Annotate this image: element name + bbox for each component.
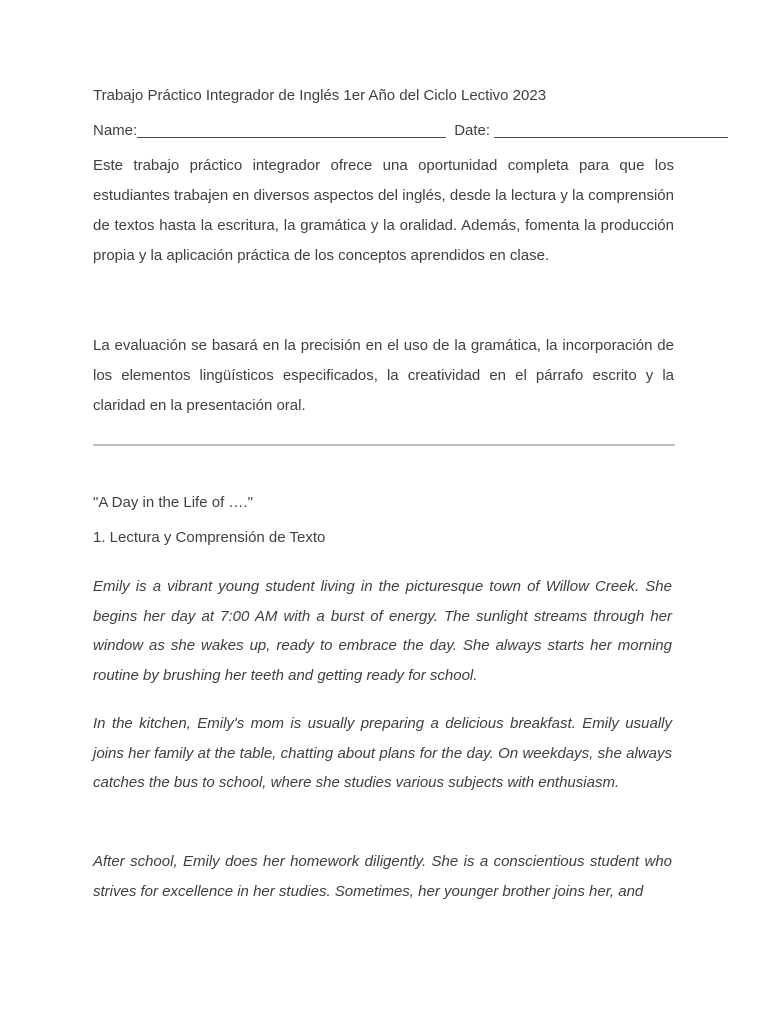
name-blank: _____________________________________ (137, 122, 446, 139)
intro-paragraph-1: Este trabajo práctico integrador ofrece una oportunidad completa para que los estudiantes trabajen en diversos aspectos del inglés, desde la lectura y la comprensión de textos hasta la escritura, la gramática y la oralidad. Además, fomenta la producción propia y la aplicación práctica de los conceptos aprendidos en clase. (93, 157, 674, 264)
story-title: "A Day in the Life of …." (93, 494, 253, 511)
document-title: Trabajo Práctico Integrador de Inglés 1er Año del Ciclo Lectivo 2023 (93, 87, 547, 104)
name-label: Name: (93, 122, 138, 139)
date-blank: ____________________________ (494, 122, 728, 139)
story-paragraph-3: After school, Emily does her homework diligently. She is a conscientious student who strives for excellence in her studies. Sometimes, her younger brother joins her, and (93, 853, 672, 900)
story-paragraph-1: Emily is a vibrant young student living in the picturesque town of Willow Creek. She begins her day at 7:00 AM with a burst of energy. The sunlight streams through her window as she wakes up, ready to embrace the day. She always starts her morning routine by brushing her teeth and getting ready for school. (93, 578, 672, 685)
section-heading: 1. Lectura y Comprensión de Texto (93, 529, 326, 546)
intro-paragraph-2: La evaluación se basará en la precisión en el uso de la gramática, la incorporación de los elementos lingüísticos especificados, la creatividad en el párrafo escrito y la claridad en la presentación oral. (93, 337, 674, 414)
name-date-line (93, 121, 728, 141)
story-paragraph-2: In the kitchen, Emily's mom is usually preparing a delicious breakfast. Emily usually joins her family at the table, chatting about plans for the day. On weekdays, she always catches the bus to school, where she studies various subjects with enthusiasm. (93, 715, 672, 792)
section-divider (93, 444, 675, 446)
date-label: Date: (445, 122, 495, 139)
